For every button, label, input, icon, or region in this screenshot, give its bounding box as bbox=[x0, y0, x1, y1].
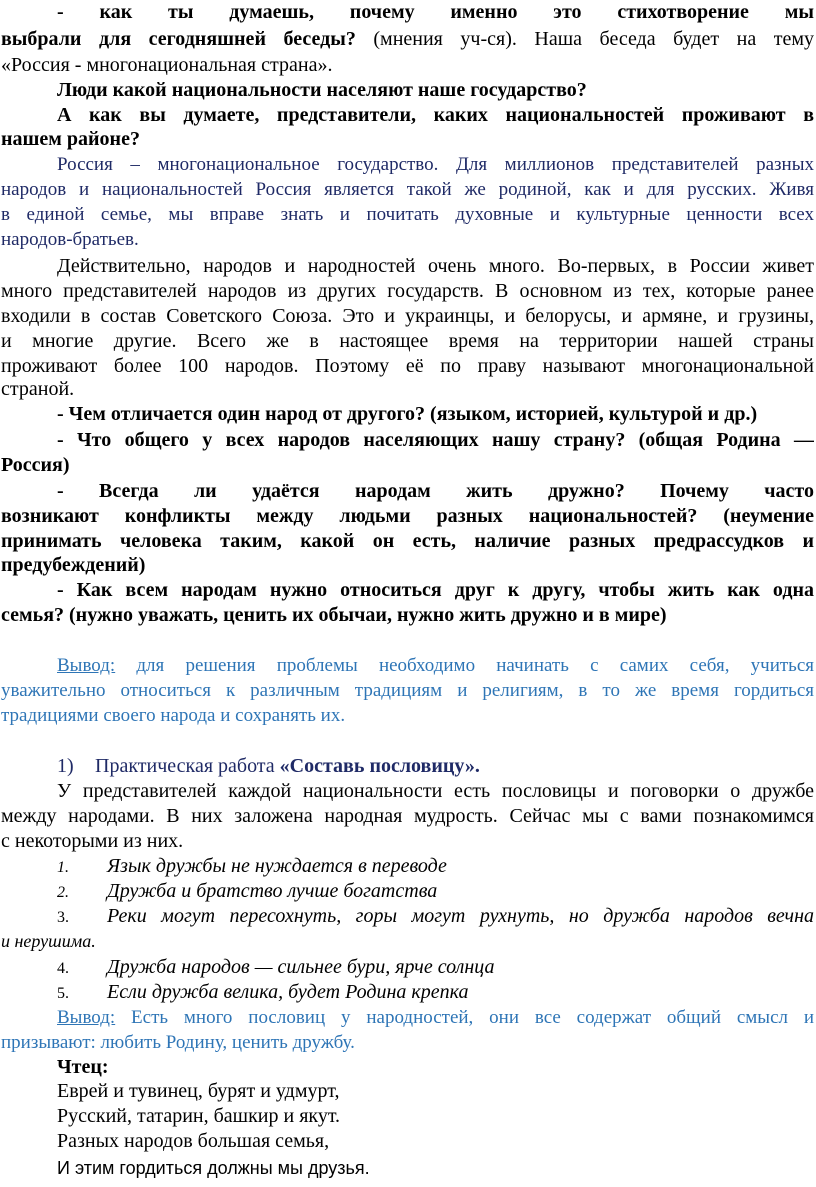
paragraph-line: проживают более 100 народов. Поэтому её по праву называют многонациональной bbox=[1, 355, 814, 377]
intro-line bbox=[1, 27, 814, 52]
proverb-text: Реки могут пересохнуть, горы могут рухнуть, но дружба народов вечна bbox=[107, 905, 814, 927]
question-line: Люди какой национальности населяют наше государство? bbox=[57, 79, 587, 101]
question-line: - Что общего у всех народов населяющих нашу страну? (общая Родина — bbox=[57, 429, 814, 451]
paragraph-line: У представителей каждой национальности есть пословицы и поговорки о дружбе bbox=[57, 780, 814, 802]
intro-line: - как ты думаешь, почему именно это стихотворение мы bbox=[57, 1, 814, 23]
conclusion-label: Вывод: bbox=[57, 655, 116, 676]
conclusion-text: Есть много пословиц у народностей, они все содержат общий смысл и bbox=[131, 1007, 814, 1028]
conclusion-label: Вывод: bbox=[57, 1007, 116, 1028]
proverb-text: Если дружба велика, будет Родина крепка bbox=[107, 981, 469, 1003]
practical-text: Практическая работа bbox=[95, 755, 275, 777]
question-line: - Чем отличается один народ от другого? (языком, историей, культурой и др.) bbox=[57, 403, 758, 425]
paragraph-line: с некоторыми из них. bbox=[1, 830, 184, 852]
practical-heading bbox=[57, 754, 814, 779]
conclusion-line: традициями своего народа и сохранять их. bbox=[1, 705, 346, 726]
question-line: нашем районе? bbox=[1, 128, 140, 150]
russia-line: народов и национальностей Россия является такой же родиной, как и для русских. Живя bbox=[1, 179, 814, 200]
intro-text: (мнения уч-ся). Наша беседа будет на тему bbox=[373, 28, 814, 50]
russia-line: Россия – многонациональное государство. Для миллионов представителей разных bbox=[57, 154, 814, 175]
conclusion-line: уважительно относиться к различным традициям и религиям, в то же время гордиться bbox=[1, 680, 814, 701]
question-line: семья? (нужно уважать, ценить их обычаи, нужно жить дружно и в мире) bbox=[1, 604, 667, 626]
question-line: возникают конфликты между людьми разных национальностей? (неумение bbox=[1, 505, 814, 527]
conclusion-text: для решения проблемы необходимо начинать с самих себя, учиться bbox=[136, 655, 814, 676]
proverb-text: и нерушима. bbox=[1, 931, 96, 951]
proverb-item bbox=[57, 955, 814, 980]
paragraph-line: и многие другие. Всего же в настоящее время на территории нашей страны bbox=[1, 330, 814, 352]
intro-question: выбрали для сегодняшней беседы? bbox=[1, 28, 356, 50]
reader-label: Чтец: bbox=[57, 1056, 109, 1078]
paragraph-line: страной. bbox=[1, 378, 75, 400]
paragraph-line: Действительно, народов и народностей очень много. Во-первых, в России живет bbox=[57, 255, 814, 277]
proverb-number: 1. bbox=[57, 859, 69, 876]
poem-line: И этим гордиться должны мы друзья. bbox=[57, 1158, 370, 1178]
practical-title: «Составь пословицу». bbox=[279, 755, 480, 777]
question-line: - Как всем народам нужно относиться друг к другу, чтобы жить как одна bbox=[57, 579, 814, 601]
proverb-item bbox=[57, 904, 814, 929]
proverb-item bbox=[57, 980, 814, 1005]
proverb-number: 2. bbox=[57, 884, 69, 901]
paragraph-line: входили в состав Советского Союза. Это и украинцы, и белорусы, и армяне, и грузины, bbox=[1, 305, 814, 327]
question-line: А как вы думаете, представители, каких национальностей проживают в bbox=[57, 104, 814, 126]
topic-line: «Россия - многонациональная страна». bbox=[1, 54, 333, 76]
proverb-number: 3. bbox=[57, 909, 69, 926]
proverb-text: Язык дружбы не нуждается в переводе bbox=[107, 855, 447, 877]
conclusion-line: призывают: любить Родину, ценить дружбу. bbox=[1, 1032, 355, 1053]
question-line: - Всегда ли удаётся народам жить дружно? Почему часто bbox=[57, 480, 814, 502]
conclusion-line bbox=[57, 1005, 814, 1030]
proverb-number: 4. bbox=[57, 960, 69, 977]
question-line: принимать человека таким, какой он есть, наличие разных предрассудков и bbox=[1, 530, 814, 552]
question-line: предубеждений) bbox=[1, 554, 146, 576]
proverb-text: Дружба и братство лучше богатства bbox=[107, 880, 438, 902]
poem-line: Русский, татарин, башкир и якут. bbox=[57, 1105, 341, 1127]
paragraph-line: между народами. В них заложена народная мудрость. Сейчас мы с вами познакомимся bbox=[1, 805, 814, 827]
paragraph-line: много представителей народов из других государств. В основном из тех, которые ранее bbox=[1, 280, 814, 302]
question-line: Россия) bbox=[1, 454, 70, 476]
conclusion-line bbox=[57, 653, 814, 678]
russia-line: народов-братьев. bbox=[1, 229, 139, 250]
practical-number: 1) bbox=[57, 755, 74, 777]
russia-line: в единой семье, мы вправе знать и почитать духовные и культурные ценности всех bbox=[1, 204, 814, 225]
proverb-item bbox=[57, 854, 814, 879]
proverb-number: 5. bbox=[57, 985, 69, 1002]
poem-line: Разных народов большая семья, bbox=[57, 1130, 330, 1152]
poem-line: Еврей и тувинец, бурят и удмурт, bbox=[57, 1080, 340, 1102]
proverb-item bbox=[57, 879, 814, 904]
proverb-text: Дружба народов — сильнее бури, ярче солнца bbox=[107, 956, 495, 978]
